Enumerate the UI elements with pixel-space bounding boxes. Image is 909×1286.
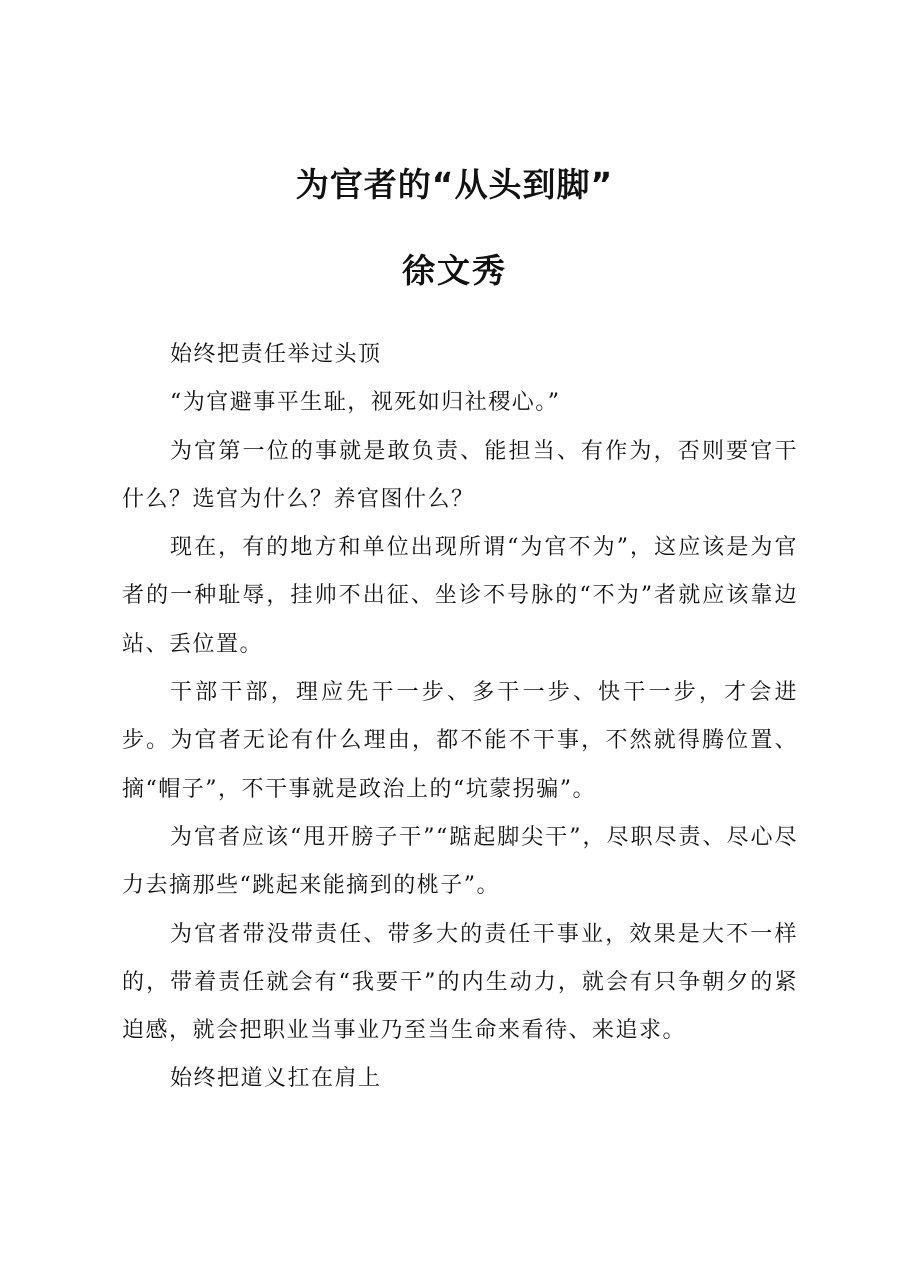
document-body [122,331,798,1104]
body-paragraph: 为官第一位的事就是敢负责、能担当、有作为，否则要官干什么？选官为什么？养官图什么？ [122,438,798,512]
body-paragraph: 为官者带没带责任、带多大的责任干事业，效果是大不一样的，带着责任就会有“我要干”的内生动力，就会有只争朝夕的紧迫感，就会把职业当事业乃至当生命来看待、来追求。 [122,921,798,1044]
section-heading: 始终把责任举过头顶 [170,342,382,367]
document-author: 徐文秀 [402,251,507,290]
section-heading: 始终把道义扛在肩上 [170,1066,382,1092]
document-title: 为官者的“从头到脚” [295,165,614,204]
body-paragraph: 干部干部，理应先干一步、多干一步、快干一步，才会进步。为官者无论有什么理由，都不能不干事，不然就得腾位置、摘“帽子”，不干事就是政治上的“坑蒙拐骗”。 [122,680,798,802]
quote-paragraph: “为官避事平生耻，视死如归社稷心。” [170,390,561,416]
body-paragraph: 为官者应该“甩开膀子干”“踮起脚尖干”，尽职尽责、尽心尽力去摘那些“跳起来能摘到的桃子”。 [122,824,798,899]
body-paragraph: 现在，有的地方和单位出现所谓“为官不为”，这应该是为官者的一种耻辱，挂帅不出征、坐诊不号脉的“不为”者就应该靠边站、丢位置。 [122,535,798,657]
